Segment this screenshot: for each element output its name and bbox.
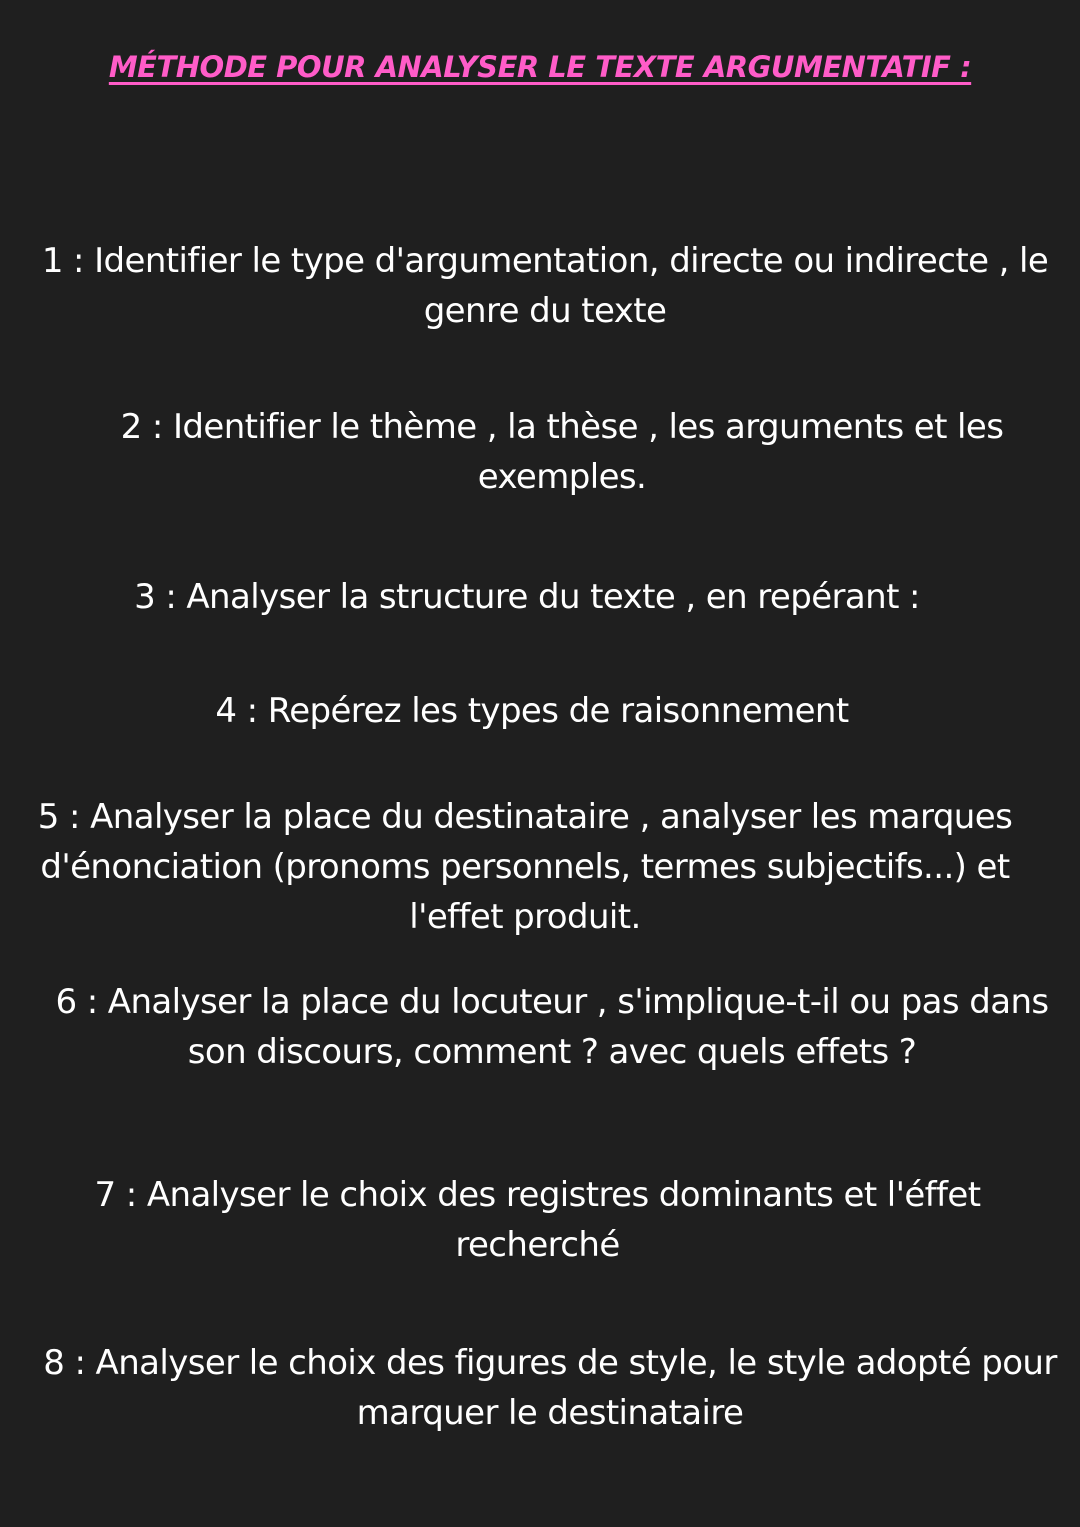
step-6-line-2: son discours, comment ? avec quels effets ? [187,1032,917,1072]
step-6-line-1: 6 : Analyser la place du locuteur , s'implique-t-il ou pas dans [55,982,1049,1022]
step-2-line-2: exemples. [477,457,647,497]
step-2-line-1: 2 : Identifier le thème , la thèse , les arguments et les [120,407,1004,447]
step-7-line-1: 7 : Analyser le choix des registres dominants et l'éffet [94,1175,981,1215]
step-5 [20,792,1030,942]
page-title: MÉTHODE POUR ANALYSER LE TEXTE ARGUMENTATIF : [108,50,972,84]
step-5-line-2: d'énonciation (pronoms personnels, termes subjectifs...) et [40,847,1010,887]
step-1-line-1: 1 : Identifier le type d'argumentation, directe ou indirecte , le [41,241,1049,281]
step-7-line-2: recherché [455,1225,620,1265]
step-3-line-1: 3 : Analyser la structure du texte , en repérant : [134,577,920,617]
step-1 [30,236,1060,336]
step-4 [200,686,864,736]
step-3 [122,572,932,622]
step-5-line-3: l'effet produit. [409,897,641,937]
step-8 [30,1338,1070,1438]
step-6 [40,977,1064,1077]
step-1-line-2: genre du texte [423,291,667,331]
step-7 [80,1170,995,1270]
step-8-line-1: 8 : Analyser le choix des figures de style, le style adopté pour [43,1343,1057,1383]
step-4-line-1: 4 : Repérez les types de raisonnement [215,691,849,731]
step-2 [112,402,1012,502]
step-5-line-1: 5 : Analyser la place du destinataire , analyser les marques [37,797,1013,837]
step-8-line-2: marquer le destinataire [356,1393,744,1433]
